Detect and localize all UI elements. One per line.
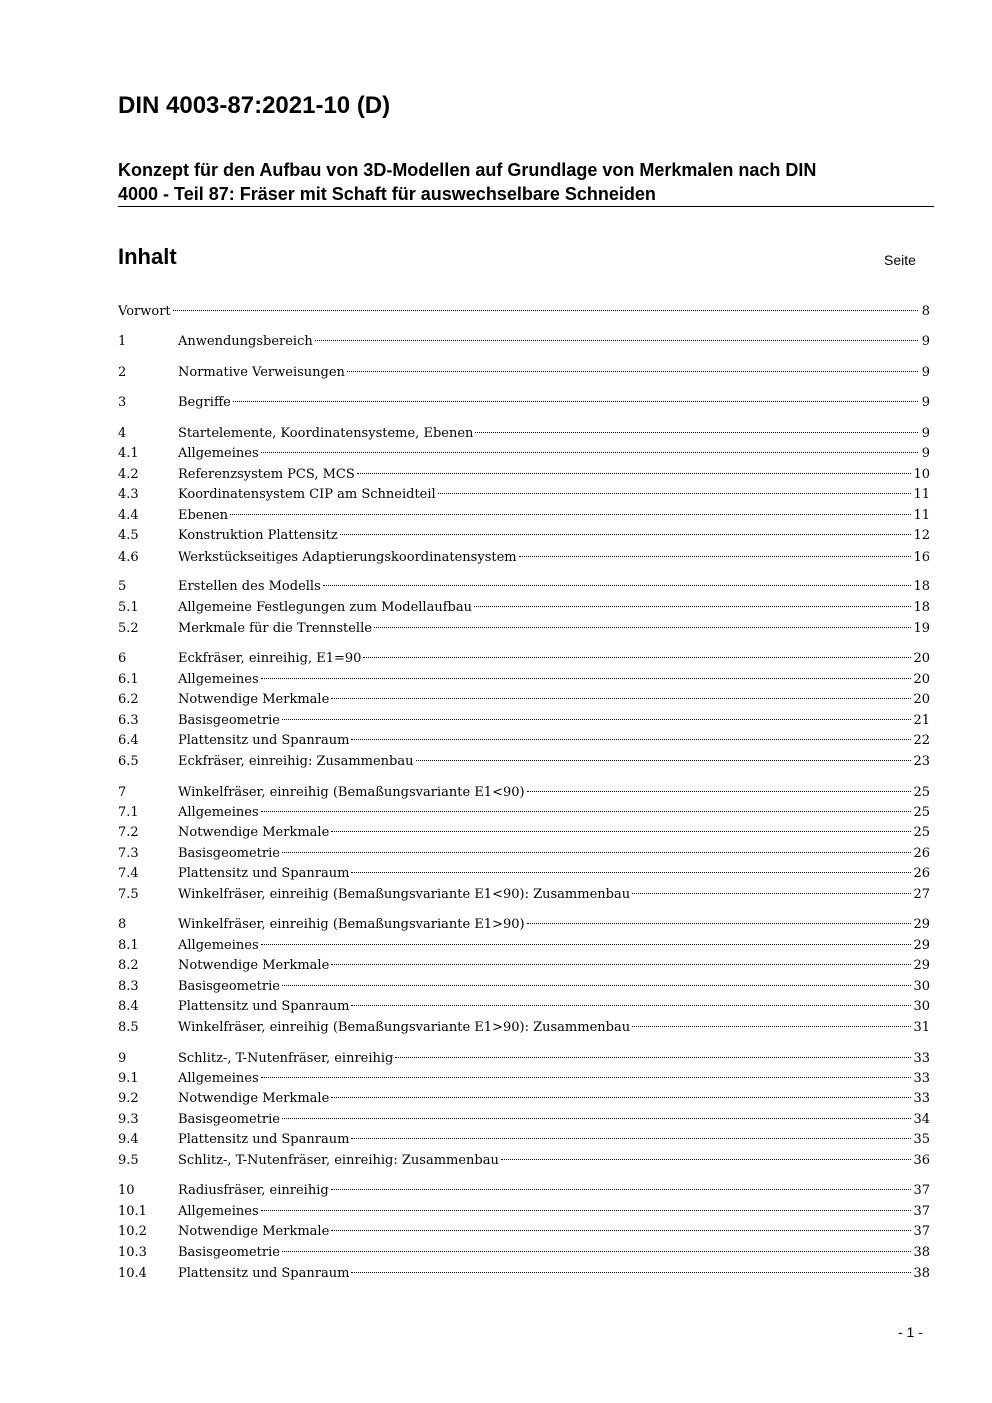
toc-entry-number: 4.2 (118, 467, 139, 482)
toc-entry-title: Vorwort (118, 304, 171, 319)
toc-entry-title: Notwendige Merkmale (178, 1224, 330, 1239)
toc-entry-number: 5.1 (118, 600, 139, 615)
toc-entry[interactable] (118, 1069, 930, 1089)
toc-entry-page: 11 (913, 487, 930, 502)
toc-entry-page: 18 (913, 579, 930, 594)
toc-entry-page: 10 (913, 467, 930, 482)
toc-entry-number: 1 (118, 334, 127, 349)
document-title-line-2: 4000 - Teil 87: Fräser mit Schaft für auswechselbare Schneiden (118, 184, 656, 204)
toc-entry-page: 25 (913, 785, 930, 800)
toc-dot-leader (527, 791, 912, 792)
toc-entry-page: 9 (921, 426, 930, 441)
toc-dot-leader (261, 1077, 912, 1078)
toc-entry-title: Basisgeometrie (178, 1245, 280, 1260)
toc-entry-title: Merkmale für die Trennstelle (178, 621, 372, 636)
toc-entry-title: Allgemeines (178, 1071, 259, 1086)
toc-entry-page: 37 (913, 1224, 930, 1239)
toc-entry[interactable] (118, 997, 930, 1017)
toc-entry-title: Basisgeometrie (178, 846, 280, 861)
toc-entry-number: 7.3 (118, 846, 139, 861)
toc-entry-page: 9 (921, 365, 930, 380)
toc-entry-page: 21 (913, 713, 930, 728)
toc-entry[interactable] (118, 731, 930, 751)
toc-entry-title: Allgemeines (178, 1204, 259, 1219)
toc-entry[interactable] (118, 619, 930, 639)
toc-entry-title: Plattensitz und Spanraum (178, 999, 350, 1014)
toc-dot-leader (233, 401, 918, 402)
toc-entry[interactable] (118, 783, 930, 803)
toc-entry-page: 27 (913, 887, 930, 902)
toc-entry-title: Winkelfräser, einreihig (Bemaßungsvariante E1<90): Zusammenbau (178, 887, 631, 902)
toc-entry[interactable] (118, 823, 930, 843)
toc-entry-title: Allgemeines (178, 938, 259, 953)
toc-entry-page: 37 (913, 1183, 930, 1198)
toc-dot-leader (261, 452, 918, 453)
toc-entry-title: Ebenen (178, 508, 228, 523)
toc-entry-title: Notwendige Merkmale (178, 825, 330, 840)
toc-entry[interactable] (118, 956, 930, 976)
toc-entry[interactable] (118, 1202, 930, 1222)
toc-dot-leader (331, 964, 911, 965)
toc-dot-leader (261, 1210, 912, 1211)
toc-entry-title: Plattensitz und Spanraum (178, 866, 350, 881)
toc-entry[interactable] (118, 577, 930, 597)
toc-entry[interactable] (118, 1222, 930, 1242)
toc-dot-leader (632, 893, 911, 894)
toc-entry-page: 29 (913, 938, 930, 953)
toc-entry-title: Notwendige Merkmale (178, 692, 330, 707)
toc-dot-leader (315, 340, 918, 341)
toc-entry-page: 9 (921, 334, 930, 349)
toc-entry[interactable] (118, 444, 930, 464)
toc-entry-title: Eckfräser, einreihig, E1=90 (178, 651, 362, 666)
toc-entry-number: 5.2 (118, 621, 139, 636)
toc-dot-leader (331, 1230, 911, 1231)
toc-entry-page: 16 (913, 550, 930, 565)
toc-entry-page: 26 (913, 846, 930, 861)
toc-entry-title: Radiusfräser, einreihig (178, 1183, 329, 1198)
toc-dot-leader (331, 1097, 911, 1098)
toc-entry-number: 4.3 (118, 487, 139, 502)
toc-entry-number: 7.4 (118, 866, 139, 881)
toc-entry[interactable] (118, 649, 930, 669)
toc-entry-number: 6.5 (118, 754, 139, 769)
toc-entry-page: 30 (913, 979, 930, 994)
toc-entry-title: Referenzsystem PCS, MCS (178, 467, 355, 482)
toc-entry[interactable] (118, 598, 930, 618)
toc-entry-page: 35 (913, 1132, 930, 1147)
toc-entry-page: 31 (913, 1020, 930, 1035)
toc-entry[interactable] (118, 1018, 930, 1038)
toc-entry-title: Winkelfräser, einreihig (Bemaßungsvariante E1>90): Zusammenbau (178, 1020, 631, 1035)
toc-entry-number: 5 (118, 579, 127, 594)
toc-dot-leader (340, 534, 912, 535)
toc-entry-page: 36 (913, 1153, 930, 1168)
toc-entry[interactable] (118, 915, 930, 935)
page-column-label: Seite (884, 252, 916, 268)
toc-entry-title: Notwendige Merkmale (178, 1091, 330, 1106)
toc-entry-page: 20 (913, 692, 930, 707)
toc-entry-page: 20 (913, 651, 930, 666)
toc-entry-number: 4.6 (118, 550, 139, 565)
document-number: DIN 4003-87:2021-10 (D) (118, 92, 391, 119)
toc-entry-number: 9.4 (118, 1132, 139, 1147)
toc-entry[interactable] (118, 526, 930, 546)
toc-entry-number: 3 (118, 395, 127, 410)
toc-entry-page: 11 (913, 508, 930, 523)
toc-entry-number: 4.1 (118, 446, 139, 461)
toc-entry-number: 4.4 (118, 508, 139, 523)
toc-entry[interactable] (118, 302, 930, 322)
toc-entry-title: Winkelfräser, einreihig (Bemaßungsvariante E1<90) (178, 785, 525, 800)
toc-entry-page: 22 (913, 733, 930, 748)
toc-entry-number: 6.4 (118, 733, 139, 748)
toc-entry-number: 4.5 (118, 528, 139, 543)
toc-entry-title: Normative Verweisungen (178, 365, 345, 380)
toc-dot-leader (261, 944, 912, 945)
toc-dot-leader (363, 657, 911, 658)
toc-entry-title: Eckfräser, einreihig: Zusammenbau (178, 754, 414, 769)
toc-entry-title: Begriffe (178, 395, 231, 410)
toc-dot-leader (501, 1159, 912, 1160)
toc-dot-leader (351, 1272, 911, 1273)
toc-entry-number: 8.5 (118, 1020, 139, 1035)
toc-entry-title: Basisgeometrie (178, 713, 280, 728)
toc-entry-title: Startelemente, Koordinatensysteme, Ebenen (178, 426, 474, 441)
toc-entry-page: 29 (913, 958, 930, 973)
toc-dot-leader (261, 678, 912, 679)
toc-dot-leader (261, 811, 912, 812)
toc-dot-leader (395, 1057, 911, 1058)
toc-entry-page: 20 (913, 672, 930, 687)
toc-entry-title: Schlitz-, T-Nutenfräser, einreihig: Zusammenbau (178, 1153, 499, 1168)
toc-entry-title: Allgemeines (178, 672, 259, 687)
toc-entry-page: 25 (913, 825, 930, 840)
toc-entry-number: 10 (118, 1183, 135, 1198)
toc-entry[interactable] (118, 485, 930, 505)
toc-entry-page: 23 (913, 754, 930, 769)
toc-entry[interactable] (118, 332, 930, 352)
toc-entry-title: Basisgeometrie (178, 979, 280, 994)
toc-entry-number: 7.5 (118, 887, 139, 902)
toc-entry-number: 8 (118, 917, 127, 932)
toc-entry-number: 9.1 (118, 1071, 139, 1086)
toc-heading: Inhalt (118, 244, 177, 269)
toc-entry-number: 6 (118, 651, 127, 666)
toc-dot-leader (282, 1118, 911, 1119)
toc-dot-leader (519, 556, 912, 557)
toc-entry-title: Konstruktion Plattensitz (178, 528, 338, 543)
toc-dot-leader (527, 923, 912, 924)
toc-entry-title: Erstellen des Modells (178, 579, 321, 594)
toc-dot-leader (323, 585, 912, 586)
toc-entry[interactable] (118, 1130, 930, 1150)
toc-entry[interactable] (118, 803, 930, 823)
toc-dot-leader (331, 698, 911, 699)
toc-entry-title: Schlitz-, T-Nutenfräser, einreihig (178, 1051, 394, 1066)
toc-dot-leader (351, 739, 911, 740)
toc-entry[interactable] (118, 363, 930, 383)
toc-entry[interactable] (118, 670, 930, 690)
toc-entry[interactable] (118, 690, 930, 710)
toc-entry[interactable] (118, 424, 930, 444)
toc-dot-leader (474, 606, 911, 607)
toc-entry-page: 9 (921, 395, 930, 410)
toc-entry-page: 33 (913, 1051, 930, 1066)
toc-entry[interactable] (118, 936, 930, 956)
toc-entry[interactable] (118, 1110, 930, 1130)
toc-entry[interactable] (118, 393, 930, 413)
toc-entry-title: Winkelfräser, einreihig (Bemaßungsvariante E1>90) (178, 917, 525, 932)
toc-entry[interactable] (118, 977, 930, 997)
toc-entry-number: 7.1 (118, 805, 139, 820)
toc-entry[interactable] (118, 1151, 930, 1171)
toc-entry-number: 7.2 (118, 825, 139, 840)
toc-entry-number: 9.2 (118, 1091, 139, 1106)
toc-entry-number: 10.4 (118, 1266, 147, 1281)
toc-entry[interactable] (118, 885, 930, 905)
toc-entry-page: 37 (913, 1204, 930, 1219)
toc-dot-leader (416, 760, 912, 761)
toc-entry-page: 34 (913, 1112, 930, 1127)
toc-entry[interactable] (118, 1264, 930, 1284)
toc-entry-number: 8.1 (118, 938, 139, 953)
toc-entry-title: Basisgeometrie (178, 1112, 280, 1127)
toc-entry-page: 19 (913, 621, 930, 636)
toc-entry-number: 8.2 (118, 958, 139, 973)
document-title (118, 158, 918, 206)
toc-dot-leader (438, 493, 912, 494)
toc-dot-leader (331, 1189, 912, 1190)
toc-dot-leader (173, 310, 918, 311)
toc-entry-page: 12 (913, 528, 930, 543)
toc-entry-number: 7 (118, 785, 127, 800)
toc-entry[interactable] (118, 844, 930, 864)
toc-entry-number: 10.1 (118, 1204, 147, 1219)
toc-entry[interactable] (118, 506, 930, 526)
toc-entry-title: Notwendige Merkmale (178, 958, 330, 973)
toc-entry-page: 8 (921, 304, 930, 319)
toc-entry-title: Plattensitz und Spanraum (178, 1132, 350, 1147)
toc-entry[interactable] (118, 548, 930, 568)
toc-entry-title: Allgemeine Festlegungen zum Modellaufbau (178, 600, 472, 615)
toc-dot-leader (351, 1138, 911, 1139)
toc-dot-leader (230, 514, 912, 515)
toc-dot-leader (351, 1005, 911, 1006)
toc-entry-title: Plattensitz und Spanraum (178, 1266, 350, 1281)
toc-dot-leader (282, 985, 911, 986)
toc-entry[interactable] (118, 752, 930, 772)
toc-entry-number: 9.3 (118, 1112, 139, 1127)
toc-entry-title: Werkstückseitiges Adaptierungskoordinatensystem (178, 550, 517, 565)
toc-entry-page: 25 (913, 805, 930, 820)
toc-entry[interactable] (118, 465, 930, 485)
toc-dot-leader (374, 627, 912, 628)
toc-entry-title: Anwendungsbereich (178, 334, 313, 349)
toc-entry-title: Allgemeines (178, 446, 259, 461)
document-title-line-1: Konzept für den Aufbau von 3D-Modellen auf Grundlage von Merkmalen nach DIN (118, 160, 817, 180)
toc-entry-page: 9 (921, 446, 930, 461)
toc-entry-page: 38 (913, 1266, 930, 1281)
toc-entry-number: 4 (118, 426, 127, 441)
toc-entry-page: 26 (913, 866, 930, 881)
toc-entry-number: 6.1 (118, 672, 139, 687)
toc-entry[interactable] (118, 711, 930, 731)
toc-dot-leader (632, 1026, 911, 1027)
toc-entry-number: 8.3 (118, 979, 139, 994)
toc-entry-page: 30 (913, 999, 930, 1014)
toc-entry-title: Allgemeines (178, 805, 259, 820)
toc-entry-number: 6.2 (118, 692, 139, 707)
toc-entry[interactable] (118, 1089, 930, 1109)
toc-entry-page: 18 (913, 600, 930, 615)
toc-entry-page: 38 (913, 1245, 930, 1260)
toc-entry[interactable] (118, 1049, 930, 1069)
toc-entry-number: 6.3 (118, 713, 139, 728)
toc-entry-page: 33 (913, 1071, 930, 1086)
toc-entry-number: 2 (118, 365, 127, 380)
toc-entry-page: 29 (913, 917, 930, 932)
toc-entry-page: 33 (913, 1091, 930, 1106)
toc-entry-title: Koordinatensystem CIP am Schneidteil (178, 487, 436, 502)
toc-entry-number: 10.3 (118, 1245, 147, 1260)
toc-dot-leader (475, 432, 918, 433)
toc-dot-leader (282, 719, 911, 720)
toc-dot-leader (282, 1251, 911, 1252)
page-number: - 1 - (898, 1324, 923, 1340)
toc-entry-title: Plattensitz und Spanraum (178, 733, 350, 748)
toc-dot-leader (351, 872, 911, 873)
toc-dot-leader (282, 852, 911, 853)
toc-dot-leader (331, 831, 911, 832)
toc-entry[interactable] (118, 864, 930, 884)
toc-entry-number: 9.5 (118, 1153, 139, 1168)
toc-entry-number: 9 (118, 1051, 127, 1066)
toc-dot-leader (357, 473, 912, 474)
toc-dot-leader (347, 371, 918, 372)
toc-entry[interactable] (118, 1243, 930, 1263)
toc-entry[interactable] (118, 1181, 930, 1201)
toc-entry-number: 10.2 (118, 1224, 147, 1239)
toc-entry-number: 8.4 (118, 999, 139, 1014)
title-divider (118, 206, 934, 207)
